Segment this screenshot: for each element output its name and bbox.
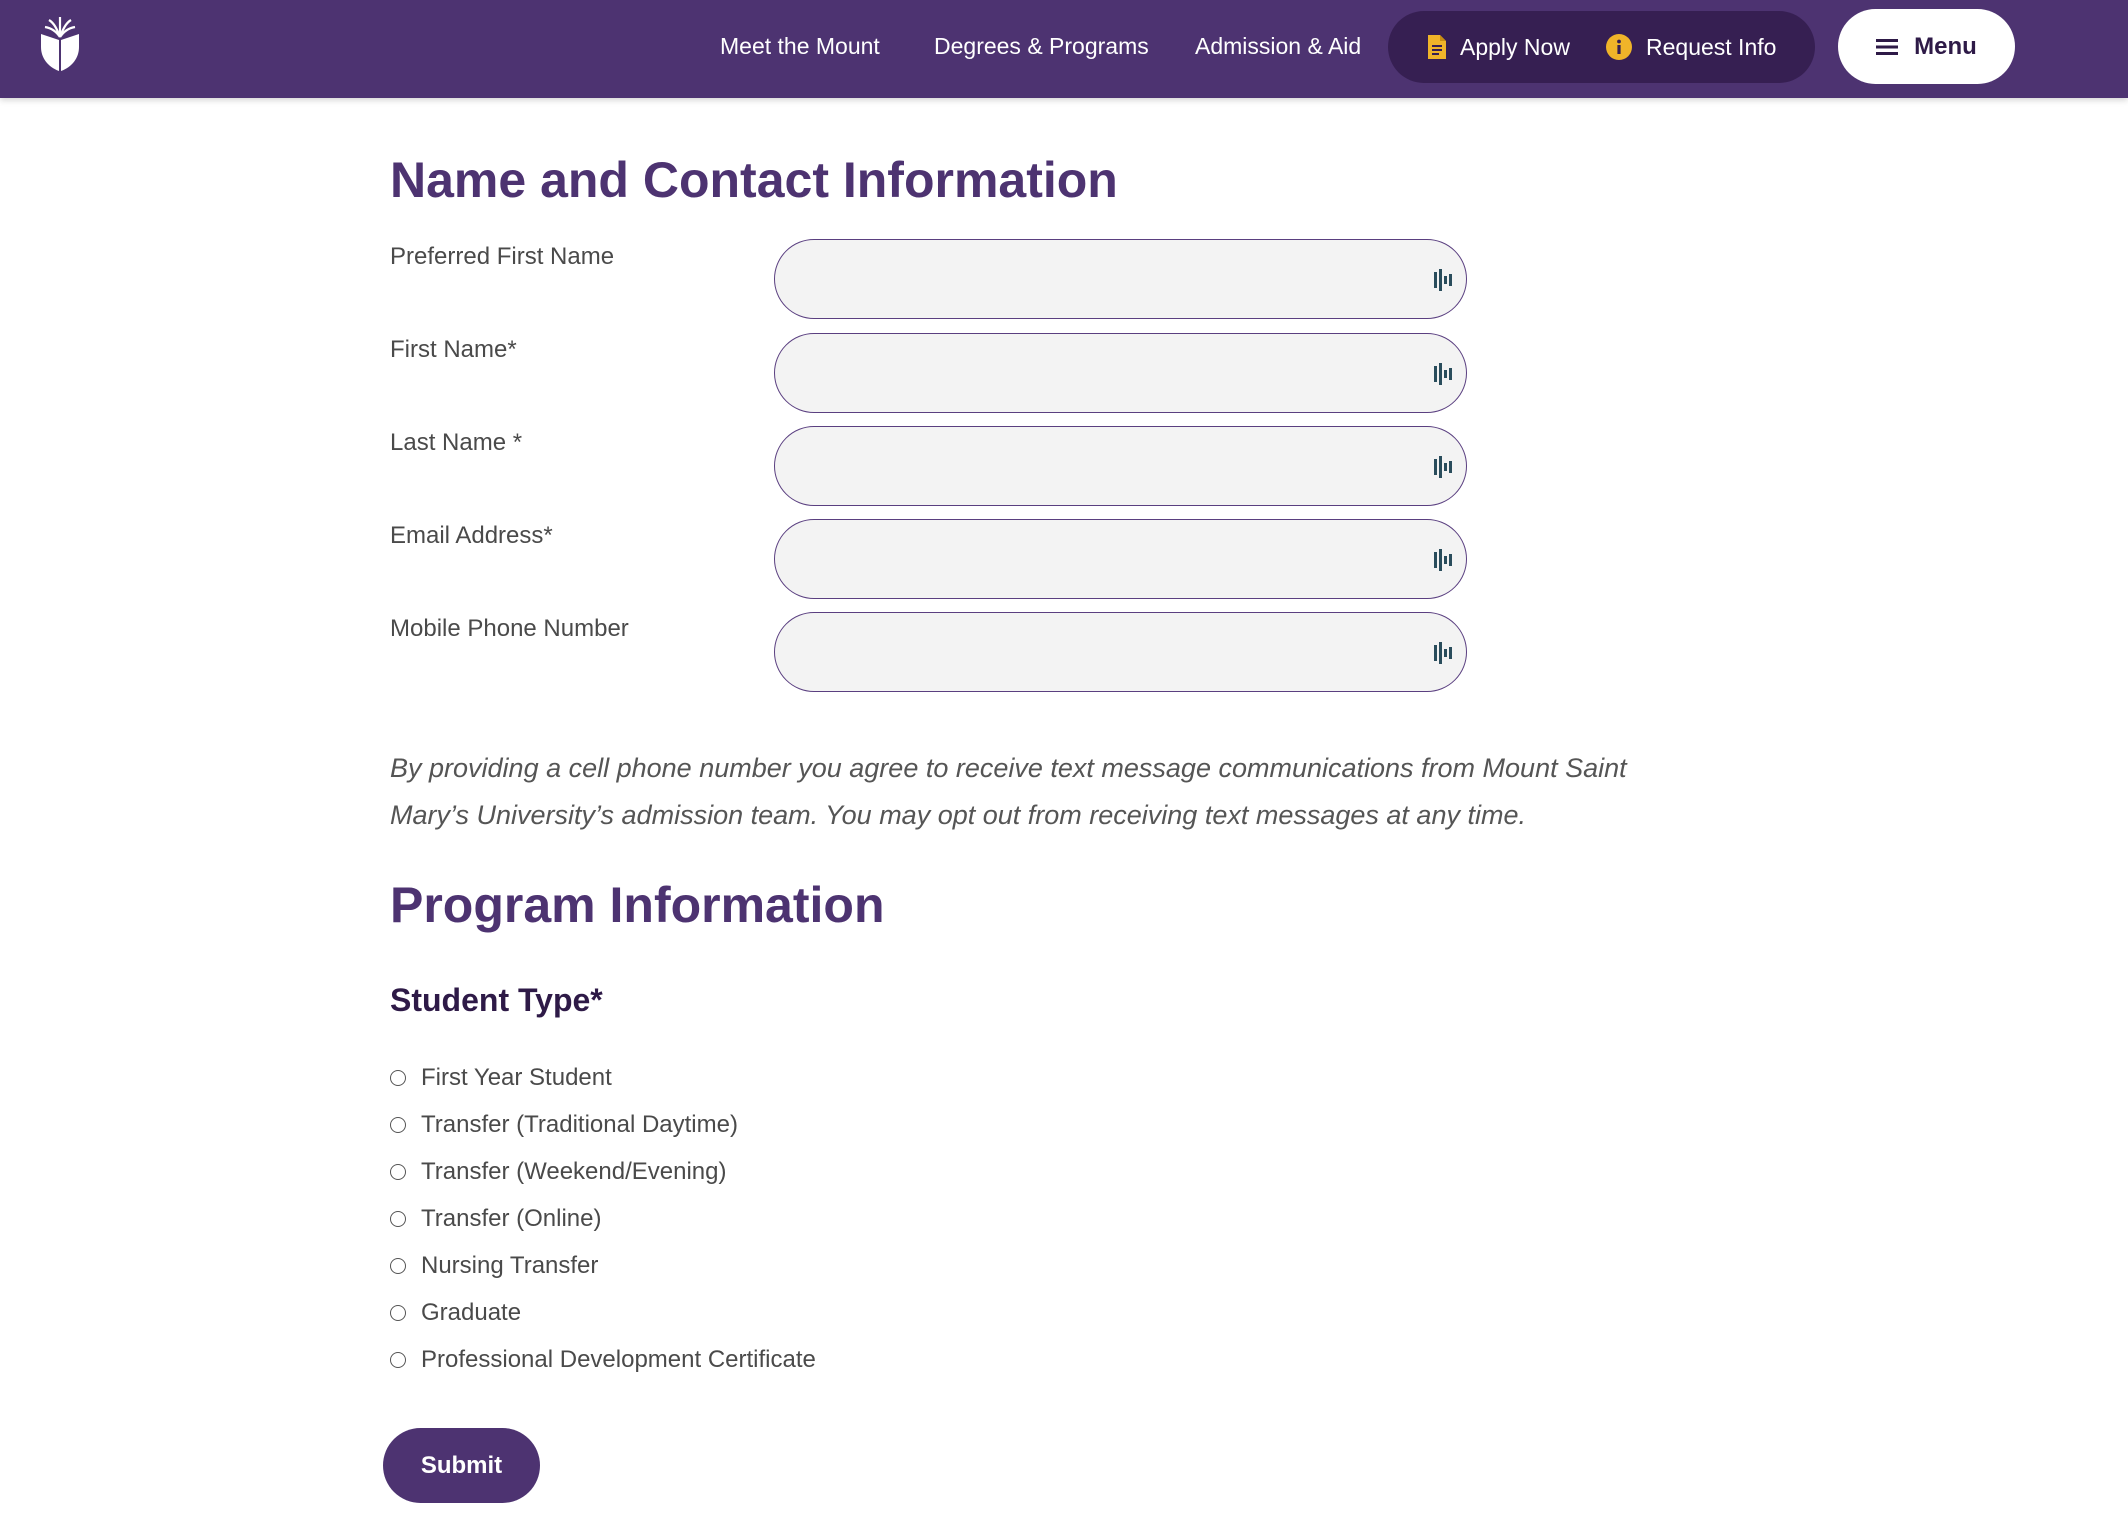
radio-label: First Year Student <box>421 1064 612 1091</box>
nav-admission-aid[interactable]: Admission & Aid <box>1195 33 1362 59</box>
radio-button[interactable] <box>390 1211 406 1227</box>
radio-button[interactable] <box>390 1352 406 1368</box>
info-icon <box>1606 34 1632 60</box>
student-type-option-transfer-online[interactable] <box>390 1203 602 1235</box>
sms-consent-disclaimer: By providing a cell phone number you agree to receive text message communications from Mount Saint Mary’s University’s admission team. You may opt out from receiving text messages at any time. <box>390 753 1627 830</box>
radio-button[interactable] <box>390 1117 406 1133</box>
first-name-label: First Name* <box>390 336 517 363</box>
autofill-key-icon[interactable] <box>1434 456 1452 478</box>
radio-label: Nursing Transfer <box>421 1252 599 1279</box>
student-type-option-transfer-weekend[interactable] <box>390 1156 726 1188</box>
student-type-option-nursing-transfer[interactable] <box>390 1250 598 1282</box>
radio-button[interactable] <box>390 1305 406 1321</box>
program-section-title: Program Information <box>390 877 885 933</box>
document-icon <box>1428 35 1446 59</box>
radio-label: Graduate <box>421 1299 522 1326</box>
autofill-key-icon[interactable] <box>1434 549 1452 571</box>
radio-label: Transfer (Online) <box>421 1205 602 1232</box>
autofill-key-icon[interactable] <box>1434 642 1452 664</box>
university-logo-icon[interactable] <box>36 14 84 74</box>
menu-button[interactable] <box>1838 9 2015 84</box>
request-info-label: Request Info <box>1646 33 1777 60</box>
apply-now-link[interactable] <box>1428 31 1570 63</box>
preferred-first-name-label: Preferred First Name <box>390 243 615 270</box>
last-name-label: Last Name * <box>390 429 523 456</box>
nav-degrees-programs[interactable]: Degrees & Programs <box>934 33 1149 59</box>
student-type-option-graduate[interactable] <box>390 1297 521 1329</box>
radio-label: Transfer (Traditional Daytime) <box>421 1111 738 1138</box>
radio-button[interactable] <box>390 1164 406 1180</box>
radio-button[interactable] <box>390 1258 406 1274</box>
radio-button[interactable] <box>390 1070 406 1086</box>
mobile-phone-label: Mobile Phone Number <box>390 615 629 642</box>
radio-label: Professional Development Certificate <box>421 1346 816 1373</box>
autofill-key-icon[interactable] <box>1434 363 1452 385</box>
request-info-link[interactable] <box>1606 31 1776 63</box>
autofill-key-icon[interactable] <box>1434 269 1452 291</box>
student-type-option-transfer-traditional[interactable] <box>390 1109 738 1141</box>
menu-label: Menu <box>1914 32 1977 60</box>
email-address-label: Email Address* <box>390 522 553 549</box>
mobile-phone-input[interactable] <box>774 612 1467 692</box>
preferred-first-name-input[interactable] <box>774 239 1467 319</box>
nav-meet-the-mount[interactable]: Meet the Mount <box>720 33 880 59</box>
first-name-input[interactable] <box>774 333 1467 413</box>
hamburger-icon <box>1876 39 1898 55</box>
student-type-option-first-year[interactable] <box>390 1062 612 1094</box>
site-header <box>0 0 2128 98</box>
submit-button[interactable]: Submit <box>383 1428 540 1503</box>
contact-section-title: Name and Contact Information <box>390 152 1118 208</box>
cta-group <box>1388 11 1815 83</box>
student-type-option-professional-certificate[interactable] <box>390 1344 816 1376</box>
student-type-label: Student Type* <box>390 982 603 1018</box>
apply-now-label: Apply Now <box>1460 33 1570 60</box>
email-address-input[interactable] <box>774 519 1467 599</box>
radio-label: Transfer (Weekend/Evening) <box>421 1158 727 1185</box>
last-name-input[interactable] <box>774 426 1467 506</box>
